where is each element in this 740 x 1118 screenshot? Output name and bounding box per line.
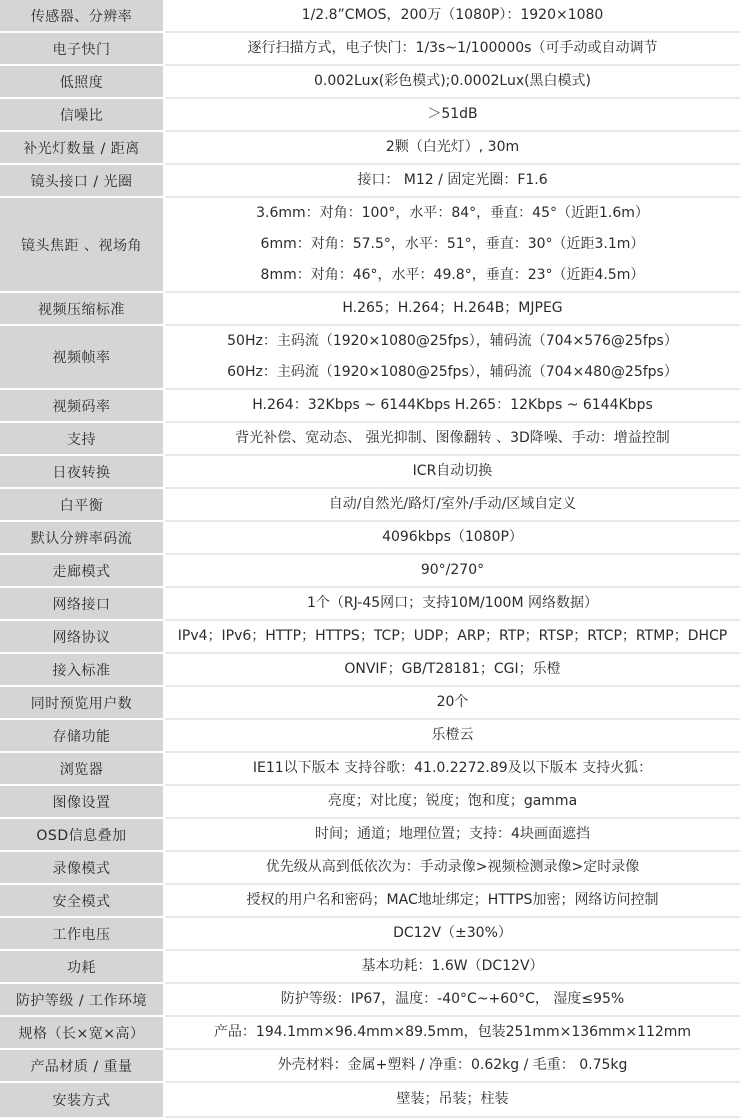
spec-row — [0, 620, 740, 653]
spec-value-line: 4096kbps（1080P） — [382, 529, 523, 545]
spec-value-line: 授权的用户名和密码；MAC地址绑定；HTTPS加密；网络访问控制 — [246, 892, 659, 908]
spec-value-line: 优先级从高到低依次为：手动录像>视频检测录像>定时录像 — [265, 859, 640, 875]
spec-value — [164, 65, 740, 98]
spec-row — [0, 653, 740, 686]
spec-value-line: 3.6mm：对角：100°，水平：84°，垂直：45°（近距1.6m） — [256, 205, 649, 221]
spec-label: 规格（长×宽×高） — [0, 1016, 164, 1049]
spec-label: 视频压缩标准 — [0, 292, 164, 325]
spec-row — [0, 587, 740, 620]
spec-value-line: ICR自动切换 — [412, 463, 493, 479]
spec-row — [0, 785, 740, 818]
spec-row — [0, 1049, 740, 1082]
spec-value-line: ONVIF；GB/T28181；CGI；乐橙 — [344, 661, 561, 677]
spec-label: 默认分辨率码流 — [0, 521, 164, 554]
spec-value — [164, 1082, 740, 1117]
spec-value-line: 50Hz：主码流（1920×1080@25fps），辅码流（704×576@25fps） — [227, 333, 678, 349]
spec-value-line: 2颗（白光灯）, 30m — [385, 139, 520, 155]
spec-row — [0, 164, 740, 197]
spec-label: 支持 — [0, 422, 164, 455]
spec-row — [0, 488, 740, 521]
spec-row — [0, 325, 740, 389]
spec-value — [164, 131, 740, 164]
spec-value-line: 8mm：对角：46°，水平：49.8°，垂直：23°（近距4.5m） — [260, 267, 645, 283]
spec-label: OSD信息叠加 — [0, 818, 164, 851]
spec-row — [0, 98, 740, 131]
spec-label: 视频码率 — [0, 389, 164, 422]
spec-value — [164, 488, 740, 521]
spec-value — [164, 521, 740, 554]
spec-value — [164, 620, 740, 653]
spec-row — [0, 554, 740, 587]
spec-label: 补光灯数量 / 距离 — [0, 131, 164, 164]
spec-label: 低照度 — [0, 65, 164, 98]
spec-label: 浏览器 — [0, 752, 164, 785]
spec-label: 产品材质 / 重量 — [0, 1049, 164, 1082]
spec-value — [164, 719, 740, 752]
spec-value — [164, 983, 740, 1016]
spec-value — [164, 0, 740, 32]
spec-value — [164, 164, 740, 197]
spec-label: 防护等级 / 工作环境 — [0, 983, 164, 1016]
spec-value-line: H.265；H.264；H.264B；MJPEG — [342, 300, 563, 316]
spec-value-line: 壁装；吊装；柱装 — [396, 1091, 509, 1107]
spec-value-line: 逐行扫描方式，电子快门：1/3s~1/100000s（可手动或自动调节 — [247, 40, 658, 56]
spec-label: 工作电压 — [0, 917, 164, 950]
spec-label: 视频帧率 — [0, 325, 164, 389]
spec-value-line: DC12V（±30%） — [393, 925, 512, 941]
spec-value — [164, 98, 740, 131]
spec-value — [164, 197, 740, 292]
spec-value — [164, 818, 740, 851]
spec-value — [164, 950, 740, 983]
spec-value-line: 乐橙云 — [431, 727, 474, 743]
spec-value — [164, 851, 740, 884]
spec-value — [164, 1016, 740, 1049]
spec-value-line: 90°/270° — [420, 562, 485, 578]
spec-label: 电子快门 — [0, 32, 164, 65]
spec-value — [164, 686, 740, 719]
spec-value — [164, 653, 740, 686]
spec-value-line: 产品：194.1mm×96.4mm×89.5mm，包装251mm×136mm×112mm — [213, 1024, 692, 1040]
spec-value-line: IPv4；IPv6；HTTP；HTTPS；TCP；UDP；ARP；RTP；RTSP；RTCP；RTMP；DHCP — [177, 628, 728, 644]
spec-value — [164, 1049, 740, 1082]
spec-row — [0, 884, 740, 917]
spec-value — [164, 455, 740, 488]
spec-label: 镜头接口 / 光圈 — [0, 164, 164, 197]
spec-row — [0, 389, 740, 422]
spec-value-line: 60Hz：主码流（1920×1080@25fps），辅码流（704×480@25fps） — [227, 364, 678, 380]
spec-row — [0, 197, 740, 292]
spec-row — [0, 0, 740, 32]
spec-row — [0, 65, 740, 98]
spec-label: 安全模式 — [0, 884, 164, 917]
spec-value — [164, 292, 740, 325]
spec-row — [0, 818, 740, 851]
spec-label: 图像设置 — [0, 785, 164, 818]
spec-row — [0, 521, 740, 554]
spec-value — [164, 587, 740, 620]
spec-value-line: 亮度；对比度；锐度；饱和度；gamma — [327, 793, 578, 809]
spec-row — [0, 1016, 740, 1049]
spec-value-line: 20个 — [436, 694, 469, 710]
spec-row — [0, 1082, 740, 1117]
spec-label: 网络协议 — [0, 620, 164, 653]
spec-label: 存储功能 — [0, 719, 164, 752]
spec-row — [0, 917, 740, 950]
spec-label: 同时预览用户数 — [0, 686, 164, 719]
spec-row — [0, 950, 740, 983]
spec-value-line: 1/2.8”CMOS，200万（1080P）：1920×1080 — [301, 7, 604, 23]
spec-value-line: H.264：32Kbps ~ 6144Kbps H.265：12Kbps ~ 6144Kbps — [252, 397, 653, 413]
spec-value-line: ＞51dB — [427, 106, 478, 122]
spec-row — [0, 131, 740, 164]
spec-row — [0, 752, 740, 785]
spec-label: 传感器、分辨率 — [0, 0, 164, 32]
spec-row — [0, 686, 740, 719]
spec-label: 安装方式 — [0, 1082, 164, 1117]
spec-value — [164, 325, 740, 389]
spec-value-line: 基本功耗：1.6W（DC12V） — [361, 958, 544, 974]
spec-value-line: 外壳材料：金属+塑料 / 净重：0.62kg / 毛重： 0.75kg — [277, 1057, 628, 1073]
spec-label: 走廊模式 — [0, 554, 164, 587]
spec-value — [164, 554, 740, 587]
spec-value — [164, 917, 740, 950]
spec-label: 录像模式 — [0, 851, 164, 884]
spec-value — [164, 422, 740, 455]
spec-value — [164, 752, 740, 785]
spec-row — [0, 983, 740, 1016]
spec-row — [0, 851, 740, 884]
spec-row — [0, 32, 740, 65]
spec-value-line: 1个（RJ-45网口；支持10M/100M 网络数据） — [307, 595, 598, 611]
spec-label: 镜头焦距 、视场角 — [0, 197, 164, 292]
spec-row — [0, 292, 740, 325]
spec-value-line: 0.002Lux(彩色模式);0.0002Lux(黑白模式) — [313, 73, 592, 89]
spec-value — [164, 884, 740, 917]
spec-value — [164, 32, 740, 65]
spec-value-line: 6mm：对角：57.5°，水平：51°，垂直：30°（近距3.1m） — [260, 236, 645, 252]
spec-value-line: 背光补偿、宽动态、 强光抑制、图像翻转 、3D降噪、手动：增益控制 — [235, 430, 670, 446]
spec-value-line: 自动/自然光/路灯/室外/手动/区域自定义 — [328, 496, 577, 512]
spec-value — [164, 389, 740, 422]
spec-label: 接入标准 — [0, 653, 164, 686]
spec-row — [0, 455, 740, 488]
spec-value-line: IE11以下版本 支持谷歌：41.0.2272.89及以下版本 支持火狐： — [252, 760, 653, 776]
spec-label: 白平衡 — [0, 488, 164, 521]
spec-row — [0, 719, 740, 752]
spec-label: 日夜转换 — [0, 455, 164, 488]
spec-label: 功耗 — [0, 950, 164, 983]
spec-label: 网络接口 — [0, 587, 164, 620]
spec-value — [164, 785, 740, 818]
spec-value-line: 防护等级：IP67，温度：-40°C~+60°C， 湿度≤95% — [280, 991, 625, 1007]
spec-label: 信噪比 — [0, 98, 164, 131]
spec-value-line: 接口： M12 / 固定光圈：F1.6 — [357, 172, 548, 188]
spec-value-line: 时间；通道；地理位置；支持：4块画面遮挡 — [315, 826, 590, 842]
spec-row — [0, 422, 740, 455]
